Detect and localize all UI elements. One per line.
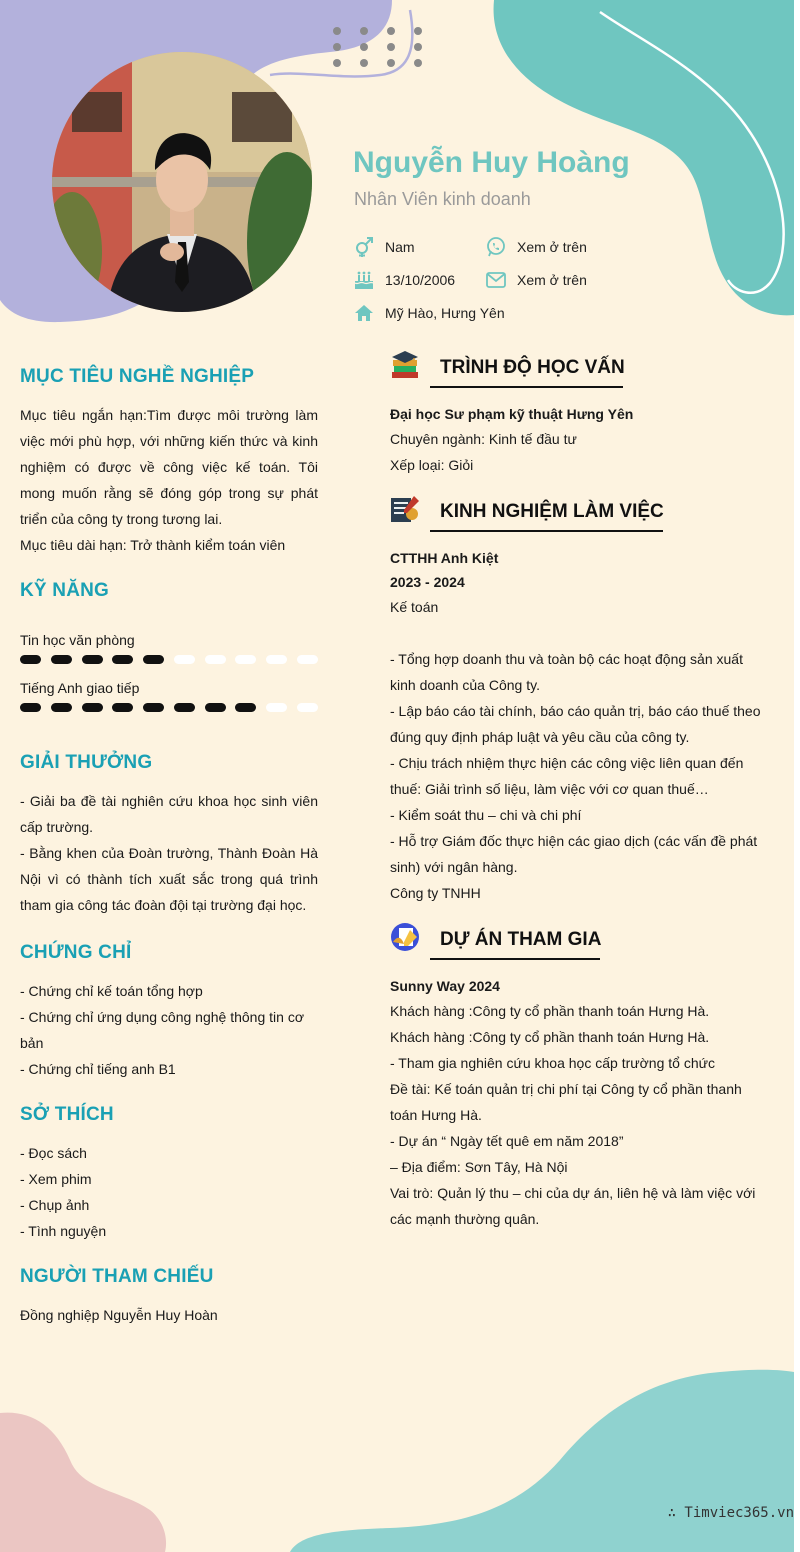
education-school: Đại học Sư phạm kỹ thuật Hưng Yên xyxy=(390,406,634,422)
mail-icon xyxy=(486,270,506,290)
skill-dash-filled xyxy=(205,703,226,712)
skill-dash-filled xyxy=(82,655,103,664)
home-icon xyxy=(354,303,374,323)
gender-icon xyxy=(354,237,374,257)
objective-short-term: Mục tiêu ngắn hạn:Tìm được môi trường làm việc mới phù hợp, với những kiến thức và kinh nghiệm có được về công việc kế toán. Tôi mong muốn rằng sẽ đóng góp trong sự phát triển của công ty trong tương lai. xyxy=(20,407,318,527)
hobby-item: - Xem phim xyxy=(20,1171,92,1187)
project-detail: - Dự án “ Ngày tết quê em năm 2018” xyxy=(390,1133,624,1149)
award-item: - Giải ba đề tài nghiên cứu khoa học sinh viên cấp trường. xyxy=(20,793,318,835)
left-column xyxy=(20,366,318,1328)
right-column xyxy=(390,348,765,1232)
experience-duty: Công ty TNHH xyxy=(390,885,481,901)
skill-dash-filled xyxy=(51,703,72,712)
pink-blob xyxy=(0,1413,166,1552)
birthday-value: 13/10/2006 xyxy=(385,272,456,288)
experience-section xyxy=(390,492,765,906)
certificate-item: - Chứng chỉ kế toán tổng hợp xyxy=(20,983,203,999)
hobbies-section xyxy=(20,1104,318,1244)
project-detail: Đề tài: Kế toán quản trị chi phí tại Công ty cổ phần thanh toán Hưng Hà. xyxy=(390,1081,742,1123)
projects-title: DỰ ÁN THAM GIA xyxy=(440,929,602,950)
project-detail: - Tham gia nghiên cứu khoa học cấp trường tổ chức xyxy=(390,1055,715,1071)
experience-duty: - Tổng hợp doanh thu và toàn bộ các hoạt động sản xuất kinh doanh của Công ty. xyxy=(390,651,743,693)
education-major: Chuyên ngành: Kinh tế đầu tư xyxy=(390,431,577,447)
award-item: - Bằng khen của Đoàn trường, Thành Đoàn Hà Nội vì có thành tích xuất sắc trong quá trình tham gia công tác đoàn đội tại trường đại học. xyxy=(20,845,318,913)
certificate-item: - Chứng chỉ tiếng anh B1 xyxy=(20,1061,176,1077)
awards-section xyxy=(20,752,318,918)
certificates-section xyxy=(20,942,318,1082)
awards-title: GIẢI THƯỞNG xyxy=(20,752,153,773)
cake-icon xyxy=(354,270,374,290)
gender-value: Nam xyxy=(385,239,415,255)
hobby-item: - Đọc sách xyxy=(20,1145,87,1161)
avatar-photo xyxy=(52,52,312,312)
project-detail: – Địa điểm: Sơn Tây, Hà Nội xyxy=(390,1159,568,1175)
skill-dash-filled xyxy=(174,703,195,712)
experience-period: 2023 - 2024 xyxy=(390,574,465,590)
references-title: NGƯỜI THAM CHIẾU xyxy=(20,1266,214,1287)
skill-item xyxy=(20,628,318,664)
experience-duty: - Hỗ trợ Giám đốc thực hiện các giao dịch (các vấn đề phát sinh) với ngân hàng. xyxy=(390,833,758,875)
avatar xyxy=(52,52,312,312)
hobbies-title: SỞ THÍCH xyxy=(20,1104,114,1125)
experience-company: CTTHH Anh Kiệt xyxy=(390,550,499,566)
skill-dash-filled xyxy=(143,655,164,664)
phone-icon xyxy=(486,237,506,257)
certificate-item: - Chứng chỉ ứng dụng công nghệ thông tin cơ bản xyxy=(20,1009,304,1051)
reference-item: Đồng nghiệp Nguyễn Huy Hoàn xyxy=(20,1307,218,1323)
experience-duty: - Kiểm soát thu – chi và chi phí xyxy=(390,807,582,823)
skill-dash-filled xyxy=(20,655,41,664)
skill-dash-filled xyxy=(235,703,256,712)
project-detail: Khách hàng :Công ty cổ phần thanh toán Hưng Hà. xyxy=(390,1003,710,1019)
education-grade: Xếp loại: Giỏi xyxy=(390,457,474,473)
hobby-item: - Chụp ảnh xyxy=(20,1197,90,1213)
skill-dash-empty xyxy=(266,655,287,664)
skill-dash-empty xyxy=(174,655,195,664)
objective-title: MỤC TIÊU NGHỀ NGHIỆP xyxy=(20,366,255,387)
objective-long-term: Mục tiêu dài hạn: Trở thành kiểm toán viên xyxy=(20,537,286,553)
skill-name: Tiếng Anh giao tiếp xyxy=(20,680,140,696)
graduation-books-icon xyxy=(390,350,420,380)
watermark: ∴ Timviec365.vn xyxy=(667,1505,794,1521)
phone-value: Xem ở trên xyxy=(517,239,587,255)
skill-dash-filled xyxy=(20,703,41,712)
skill-dash-filled xyxy=(82,703,103,712)
skill-dash-filled xyxy=(51,655,72,664)
skills-section xyxy=(20,580,318,712)
experience-title: KINH NGHIỆM LÀM VIỆC xyxy=(440,501,664,522)
education-title: TRÌNH ĐỘ HỌC VẤN xyxy=(440,357,625,378)
education-section xyxy=(390,348,765,478)
skill-dash-filled xyxy=(143,703,164,712)
candidate-position: Nhân Viên kinh doanh xyxy=(354,189,531,209)
skill-dash-empty xyxy=(205,655,226,664)
objective-section xyxy=(20,366,318,558)
project-icon xyxy=(390,922,420,952)
skill-dash-empty xyxy=(297,655,318,664)
projects-section xyxy=(390,920,765,1232)
project-detail: Vai trò: Quản lý thu – chi của dự án, liên hệ và làm việc với các mạnh thường quân. xyxy=(390,1185,756,1227)
skill-name: Tin học văn phòng xyxy=(20,632,135,648)
candidate-name: Nguyễn Huy Hoàng xyxy=(353,146,630,179)
skill-item xyxy=(20,676,318,712)
teal-bottom-blob xyxy=(290,1370,794,1552)
references-section xyxy=(20,1266,318,1328)
skill-dash-empty xyxy=(235,655,256,664)
skill-rating-bar xyxy=(20,702,318,712)
skill-rating-bar xyxy=(20,654,318,664)
work-experience-icon xyxy=(390,494,420,524)
skill-dash-filled xyxy=(112,703,133,712)
project-detail: Khách hàng :Công ty cổ phần thanh toán Hưng Hà. xyxy=(390,1029,710,1045)
experience-duty: - Chịu trách nhiệm thực hiện các công việc liên quan đến thuế: Giải trình số liệu, làm việc với cơ quan thuế… xyxy=(390,755,744,797)
hobby-item: - Tình nguyện xyxy=(20,1223,107,1239)
skills-title: KỸ NĂNG xyxy=(20,580,110,601)
certificates-title: CHỨNG CHỈ xyxy=(20,942,132,963)
experience-role: Kế toán xyxy=(390,599,439,615)
skill-dash-filled xyxy=(112,655,133,664)
address-value: Mỹ Hào, Hưng Yên xyxy=(385,305,505,321)
skill-dash-empty xyxy=(297,703,318,712)
project-name: Sunny Way 2024 xyxy=(390,978,500,994)
email-value: Xem ở trên xyxy=(517,272,587,288)
skill-dash-empty xyxy=(266,703,287,712)
experience-duty: - Lập báo cáo tài chính, báo cáo quản trị, báo cáo thuế theo đúng quy định pháp luật và yêu cầu của công ty. xyxy=(390,703,761,745)
